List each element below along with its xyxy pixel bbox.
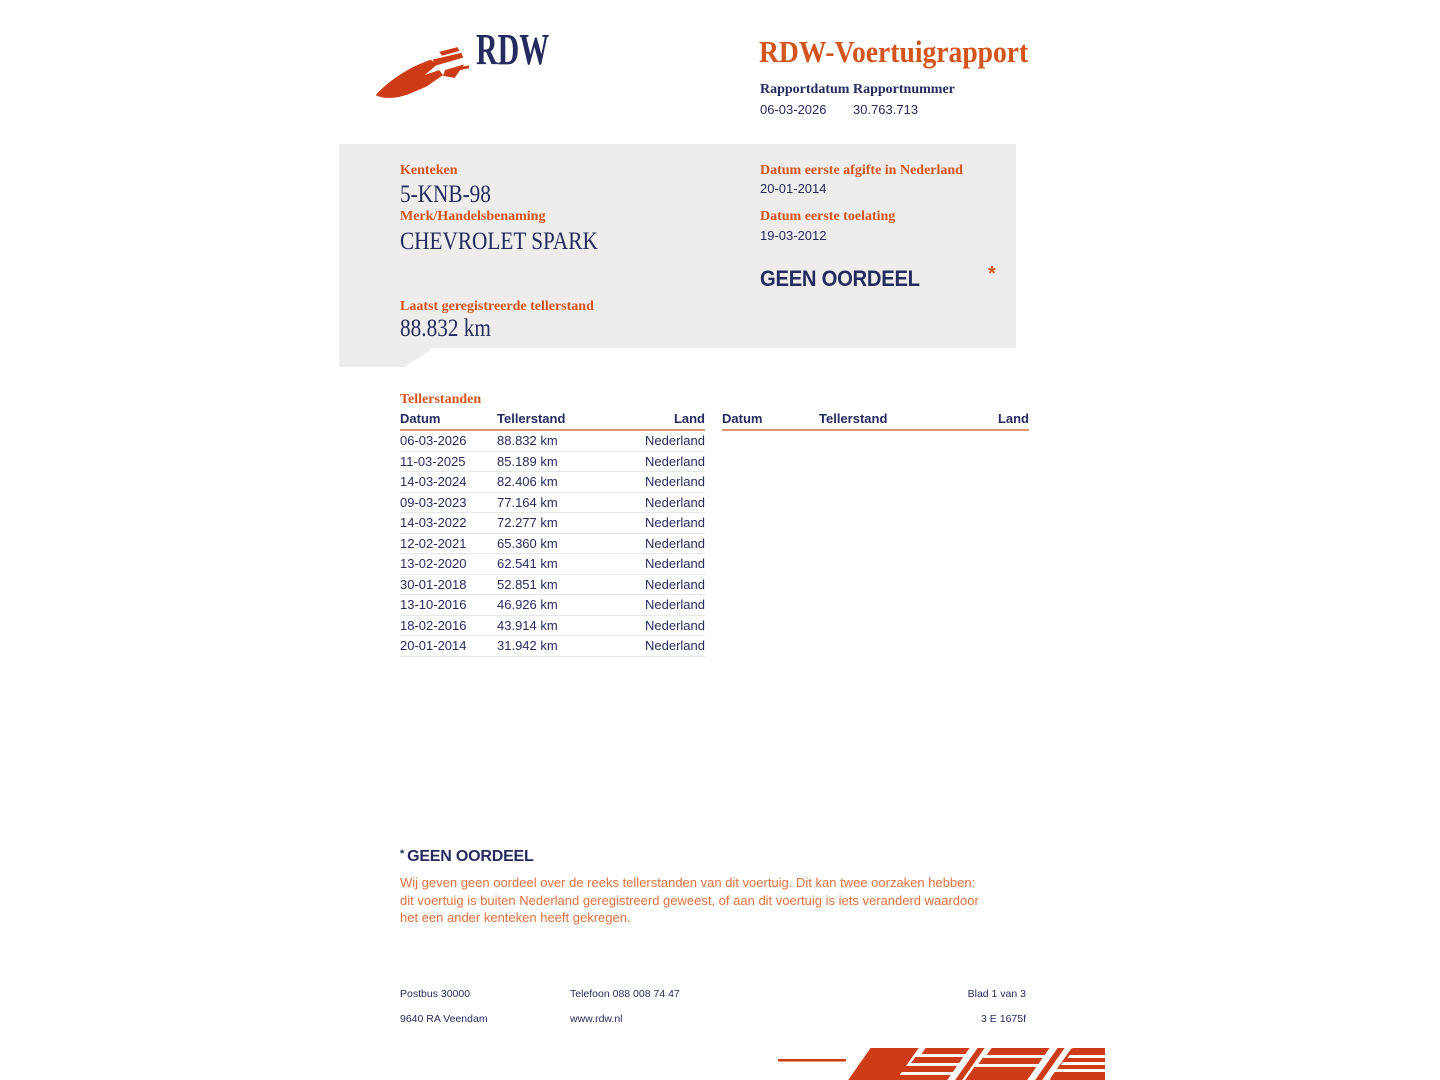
cell-datum: 09-03-2023 (400, 494, 467, 510)
afgifte-value: 20-01-2014 (760, 181, 827, 196)
tellerstand-value: 88.832 km (400, 315, 491, 342)
verdict-footnote (400, 849, 996, 927)
cell-datum: 13-10-2016 (400, 597, 467, 613)
afgifte-label: Datum eerste afgifte in Nederland (760, 163, 963, 178)
cell-tellerstand: 77.164 km (497, 494, 558, 510)
odometer-table-header (722, 411, 1029, 431)
report-number-value: 30.763.713 (853, 102, 919, 117)
cell-tellerstand: 46.926 km (497, 597, 558, 613)
cell-tellerstand: 85.189 km (497, 453, 558, 469)
odometer-table-header (400, 411, 705, 431)
cell-datum: 14-03-2022 (400, 515, 467, 531)
table-row (400, 452, 705, 473)
verdict-text: GEEN OORDEEL (760, 266, 920, 291)
report-date-value: 06-03-2026 (760, 102, 827, 117)
cell-tellerstand: 88.832 km (497, 433, 558, 449)
cell-land: Nederland (645, 453, 705, 469)
cell-land: Nederland (645, 617, 705, 633)
cell-datum: 14-03-2024 (400, 474, 467, 490)
footer-form-code: 3 E 1675f (981, 1012, 1026, 1025)
odometer-table-rows (400, 431, 705, 657)
rdw-wing-graphic (777, 1046, 1105, 1080)
footer-postbus: Postbus 30000 (400, 988, 471, 1000)
cell-land: Nederland (645, 494, 705, 510)
summary-box-tail (339, 348, 433, 367)
tellerstanden-section-title: Tellerstanden (400, 392, 482, 407)
tellerstand-label: Laatst geregistreerde tellerstand (400, 299, 594, 314)
column-header-land: Land (673, 411, 705, 426)
footnote-body: Wij geven geen oordeel over de reeks tellerstanden van dit voertuig. Dit kan twee oorzaken hebben: dit voertuig is buiten Nederland geregistreerd geweest, of aan dit voertuig is iets veranderd waardoor het een ander kenteken heeft gekregen. (400, 875, 979, 926)
table-row (400, 616, 705, 637)
table-row (400, 472, 705, 493)
toelating-label: Datum eerste toelating (760, 209, 896, 224)
cell-tellerstand: 62.541 km (497, 556, 558, 572)
kenteken-value: 5-KNB-98 (400, 181, 491, 208)
footer-address (400, 989, 488, 1024)
odometer-table-left (400, 411, 705, 657)
footnote-title-text: GEEN OORDEEL (407, 848, 534, 865)
rdw-logo-text: RDW (476, 25, 550, 74)
table-row (400, 431, 705, 452)
merk-value: CHEVROLET SPARK (400, 228, 598, 255)
cell-datum: 12-02-2021 (400, 535, 467, 551)
cell-land: Nederland (645, 576, 705, 592)
cell-tellerstand: 43.914 km (497, 617, 558, 633)
footer-phone: Telefoon 088 008 74 47 (570, 988, 680, 1000)
cell-land: Nederland (645, 433, 705, 449)
cell-tellerstand: 65.360 km (497, 535, 558, 551)
column-header-tellerstand: Tellerstand (497, 411, 566, 426)
odometer-table-right (722, 411, 1029, 431)
report-number-label: Rapportnummer (853, 82, 955, 97)
table-row (400, 595, 705, 616)
cell-tellerstand: 52.851 km (497, 576, 558, 592)
cell-datum: 30-01-2018 (400, 576, 467, 592)
cell-land: Nederland (645, 597, 705, 613)
rdw-wing-icon (369, 45, 469, 103)
column-header-tellerstand: Tellerstand (819, 411, 888, 426)
table-row (400, 636, 705, 657)
footnote-title (400, 849, 996, 865)
cell-tellerstand: 72.277 km (497, 515, 558, 531)
cell-tellerstand: 31.942 km (497, 638, 558, 654)
cell-tellerstand: 82.406 km (497, 474, 558, 490)
table-row (400, 554, 705, 575)
cell-land: Nederland (645, 556, 705, 572)
cell-datum: 20-01-2014 (400, 638, 467, 654)
table-row (400, 534, 705, 555)
footer-page-info (968, 989, 1026, 1024)
report-date-label: Rapportdatum (760, 82, 850, 97)
table-row (400, 575, 705, 596)
footer-page-indicator: Blad 1 van 3 (967, 988, 1026, 1000)
cell-datum: 11-03-2025 (400, 453, 466, 469)
report-number-block (853, 82, 955, 117)
kenteken-label: Kenteken (400, 163, 458, 178)
page-title: RDW-Voertuigrapport (759, 34, 1029, 69)
cell-datum: 18-02-2016 (400, 617, 467, 633)
cell-datum: 06-03-2026 (400, 433, 467, 449)
table-row (400, 493, 705, 514)
footer-contact (570, 989, 680, 1024)
cell-datum: 13-02-2020 (400, 556, 467, 572)
column-header-land: Land (997, 411, 1029, 426)
table-row (400, 513, 705, 534)
toelating-value: 19-03-2012 (760, 228, 827, 243)
vehicle-summary-box (339, 144, 1016, 348)
cell-land: Nederland (645, 474, 705, 490)
column-header-datum: Datum (400, 411, 441, 426)
verdict-asterisk: * (988, 263, 996, 285)
footer-website: www.rdw.nl (570, 1012, 623, 1025)
cell-land: Nederland (645, 638, 705, 654)
footnote-asterisk: * (400, 848, 405, 860)
report-date-block (760, 82, 849, 117)
cell-land: Nederland (645, 535, 705, 551)
cell-land: Nederland (645, 515, 705, 531)
column-header-datum: Datum (722, 411, 763, 426)
footer-city: 9640 RA Veendam (400, 1012, 488, 1025)
merk-label: Merk/Handelsbenaming (400, 209, 546, 224)
